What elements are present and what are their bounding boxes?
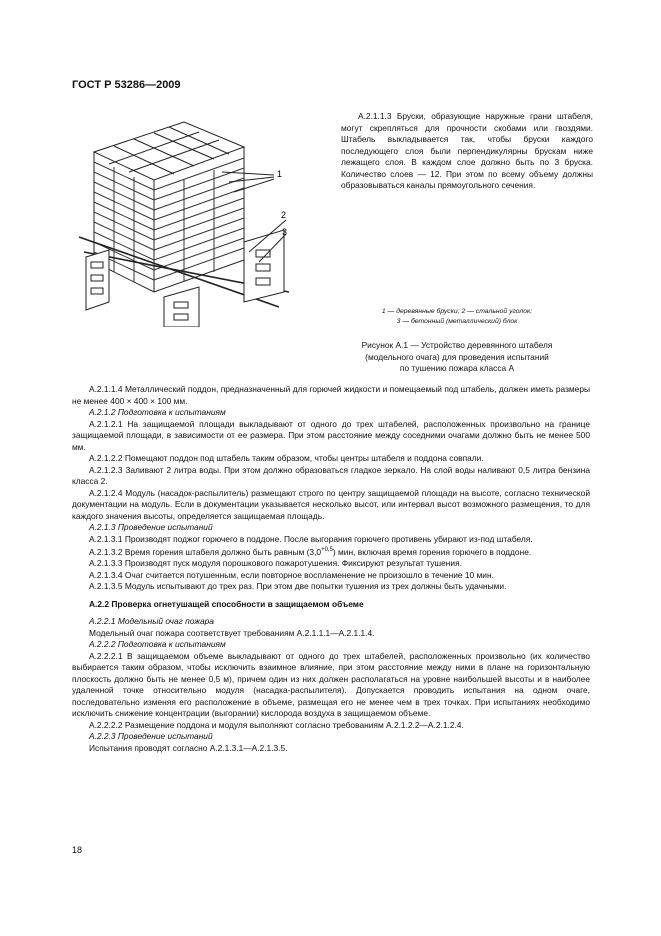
- callout-1: 1: [277, 169, 283, 179]
- caption-line-3: по тушению пожара класса А: [399, 363, 515, 373]
- paragraph: А.2.2.2.2 Размещение поддона и модуля выполняют согласно требованиям А.2.1.2.2—А.2.1.2.4.: [89, 719, 464, 730]
- wood-crib-figure: [74, 102, 314, 327]
- section-heading: А.2.2.2 Подготовка к испытаниям: [89, 639, 226, 650]
- page-number: 18: [72, 845, 83, 855]
- legend-line-1: 1 — деревянные бруски; 2 — стальной уголок;: [381, 308, 533, 315]
- paragraph: А.2.1.2.2 Помещают поддон под штабель таким образом, чтобы центры штабеля и поддона совпали.: [89, 453, 484, 463]
- figure-legend: [323, 307, 591, 327]
- paragraph: А.2.1.3.1 Производят поджог горючего в поддоне. После выгорания горючего противень убирают из-под штабеля.: [89, 533, 533, 544]
- paragraph-part: ) мин, включая время горения горючего в поддоне.: [332, 546, 532, 557]
- body-text: [72, 384, 590, 754]
- section-heading: А.2.2.1 Модельный очаг пожара: [89, 616, 214, 627]
- callout-2: 2: [281, 210, 287, 220]
- paragraph: Модельный очаг пожара соответствует требованиям А.2.1.1.1—А.2.1.1.4.: [89, 627, 375, 638]
- crib-layers-icon: [94, 122, 244, 292]
- callout-3: 3: [282, 227, 288, 237]
- document-header: ГОСТ Р 53286—2009: [72, 79, 181, 91]
- section-heading: А.2.1.3 Проведение испытаний: [89, 522, 213, 532]
- caption-line-2: (модельного очага) для проведения испытаний: [365, 351, 549, 362]
- section-heading: А.2.1.2 Подготовка к испытаниям: [89, 407, 226, 417]
- paragraph-part: А.2.1.3.2 Время горения штабеля должно быть равным (3,0: [89, 546, 322, 557]
- paragraph: А.2.1.2.3 Заливают 2 литра воды. При этом должно образоваться гладкое зеркало. На слой воды наливают 0,5 литра бензина класса 2.: [72, 464, 590, 486]
- legend-line-2: 3 — бетонный (металлический) блок: [396, 318, 518, 325]
- caption-line-1: Рисунок А.1 — Устройство деревянного штабеля: [361, 340, 553, 350]
- figure-caption: [323, 340, 591, 375]
- paragraph: А.2.1.1.4 Металлический поддон, предназначенный для горючей жидкости и помещаемый под штабель, должен иметь размеры не менее 400 × 400 × 100 мм.: [72, 384, 590, 406]
- concrete-block-icon: [86, 230, 284, 327]
- section-heading: А.2.2.3 Проведение испытаний: [89, 731, 213, 742]
- paragraph: А.2.1.3.5 Модуль испытывают до трех раз. При этом две попытки тушения из трех должны быть удачными.: [89, 581, 507, 592]
- paragraph: [72, 545, 590, 558]
- tolerance-superscript: +0,5: [321, 547, 333, 553]
- paragraph: А.2.2.2.1 В защищаемом объеме выкладывают от одного до трех штабелей, расположенных произвольно (их количество выбирается таким образом, чтобы исключить взаимное влияние, при этом расстояние между ними в плане на горизонтальную плоскость должно быть не менее 0,5 м), причем один из них должен располагаться на уровне наибольшей высоты и в наиболее удаленной точке относительно модуля (насадка-распылителя). Допускается проводить испытания на одном очаге, последовательно изменяя его расположение в объеме, размещая его не менее чем в трех точках. При испытаниях необходимо исключить снижение концентрации (выгорании) кислорода воздуха в защищаемом объеме.: [72, 650, 590, 719]
- right-paragraph: А.2.1.1.3 Бруски, образующие наружные грани штабеля, могут скрепляться для прочности скобами или гвоздями. Штабель выкладывается так, чтобы бруски каждого последующего слоя были перпендикулярны брускам ниже лежащего слоя. В каждом слое должно быть по 3 бруска. Количество слоев — 12. При этом по всему объему должны образовываться каналы прямоугольного сечения.: [341, 111, 593, 190]
- paragraph: А.2.1.3.3 Производят пуск модуля порошкового пожаротушения. Фиксируют результат тушения.: [89, 558, 462, 569]
- paragraph: А.2.1.2.1 На защищаемой площади выкладывают от одного до трех штабелей, расположенных произвольно на границе защищаемой площади, в зависимости от ее размера. При этом расстояние между соседними очагами должно быть не менее 500 мм.: [72, 418, 590, 452]
- paragraph: А.2.1.3.4 Очаг считается потушенным, если повторное воспламенение не произошло в течение 10 мин.: [89, 569, 494, 580]
- crib-stripes-icon: [94, 158, 244, 282]
- section-heading-bold: А.2.2 Проверка огнетушащей способности в защищаемом объеме: [89, 598, 364, 609]
- paragraph: Испытания проводят согласно А.2.1.3.1—А.2.1.3.5.: [89, 742, 288, 753]
- paragraph: А.2.1.2.4 Модуль (насадок-распылитель) размещают строго по центру защищаемой площади на высоте, согласно технической документации на модуль. Если в документации указывается несколько высот, или интервал высот возможного размещения, то для каждого значения высоты, определяется защищаемая площадь.: [72, 487, 590, 521]
